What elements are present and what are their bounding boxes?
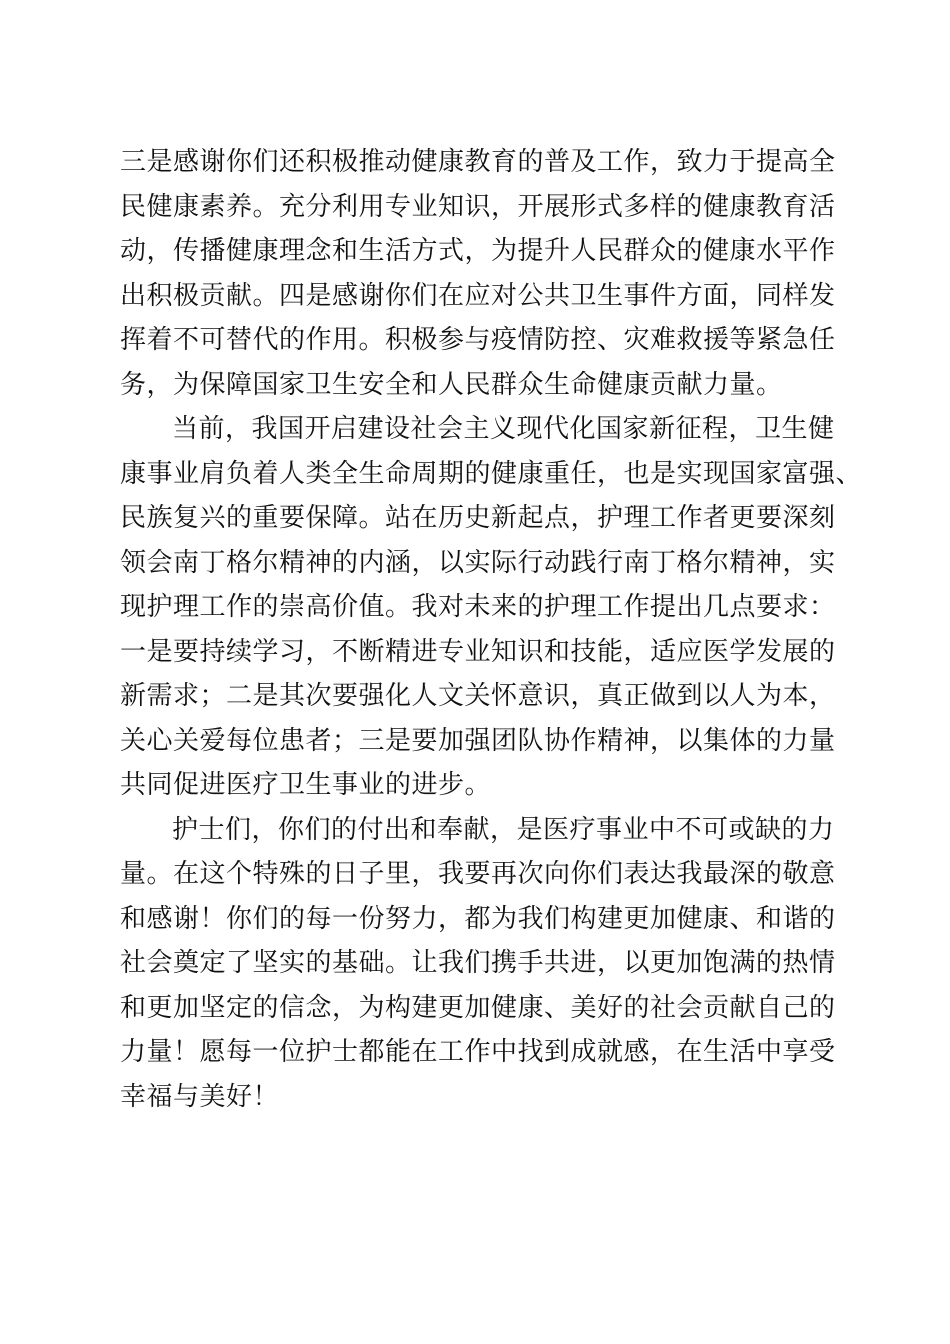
- text-line: 三是感谢你们还积极推动健康教育的普及工作，致力于提高全: [120, 147, 836, 177]
- text-line: 社会奠定了坚实的基础。让我们携手共进，以更加饱满的热情: [120, 948, 836, 978]
- document-body: [120, 140, 863, 1119]
- text-line: 和感谢！你们的每一份努力，都为我们构建更加健康、和谐的: [120, 903, 836, 934]
- text-line: 出积极贡献。四是感谢你们在应对公共卫生事件方面，同样发: [120, 280, 836, 311]
- text-line: 量。在这个特殊的日子里，我要再次向你们表达我最深的敬意: [120, 859, 836, 889]
- text-line: 挥着不可替代的作用。积极参与疫情防控、灾难救援等紧急任: [120, 325, 836, 355]
- text-line: 幸福与美好！: [120, 1081, 280, 1112]
- text-line: 康事业肩负着人类全生命周期的健康重任，也是实现国家富强、: [120, 458, 863, 489]
- text-line: 民族复兴的重要保障。站在历史新起点，护理工作者更要深刻: [120, 503, 836, 533]
- paragraph-start-line: 护士们，你们的付出和奉献，是医疗事业中不可或缺的力: [172, 814, 835, 845]
- text-line: 一是要持续学习，不断精进专业知识和技能，适应医学发展的: [120, 636, 836, 667]
- text-line: 关心关爱每位患者；三是要加强团队协作精神，以集体的力量: [120, 725, 836, 756]
- text-line: 现护理工作的崇高价值。我对未来的护理工作提出几点要求：: [120, 592, 836, 622]
- text-line: 新需求；二是其次要强化人文关怀意识，真正做到以人为本，: [120, 681, 836, 711]
- text-line: 共同促进医疗卫生事业的进步。: [120, 770, 492, 800]
- text-line: 力量！愿每一位护士都能在工作中找到成就感，在生活中享受: [120, 1037, 836, 1067]
- text-line: 民健康素养。充分利用专业知识，开展形式多样的健康教育活: [120, 191, 836, 222]
- text-line: 和更加坚定的信念，为构建更加健康、美好的社会贡献自己的: [120, 992, 836, 1023]
- text-line: 务，为保障国家卫生安全和人民群众生命健康贡献力量。: [120, 369, 783, 400]
- paragraph-start-line: 当前，我国开启建设社会主义现代化国家新征程，卫生健: [172, 414, 835, 444]
- text-line: 动，传播健康理念和生活方式，为提升人民群众的健康水平作: [120, 236, 836, 266]
- text-line: 领会南丁格尔精神的内涵，以实际行动践行南丁格尔精神，实: [120, 547, 836, 578]
